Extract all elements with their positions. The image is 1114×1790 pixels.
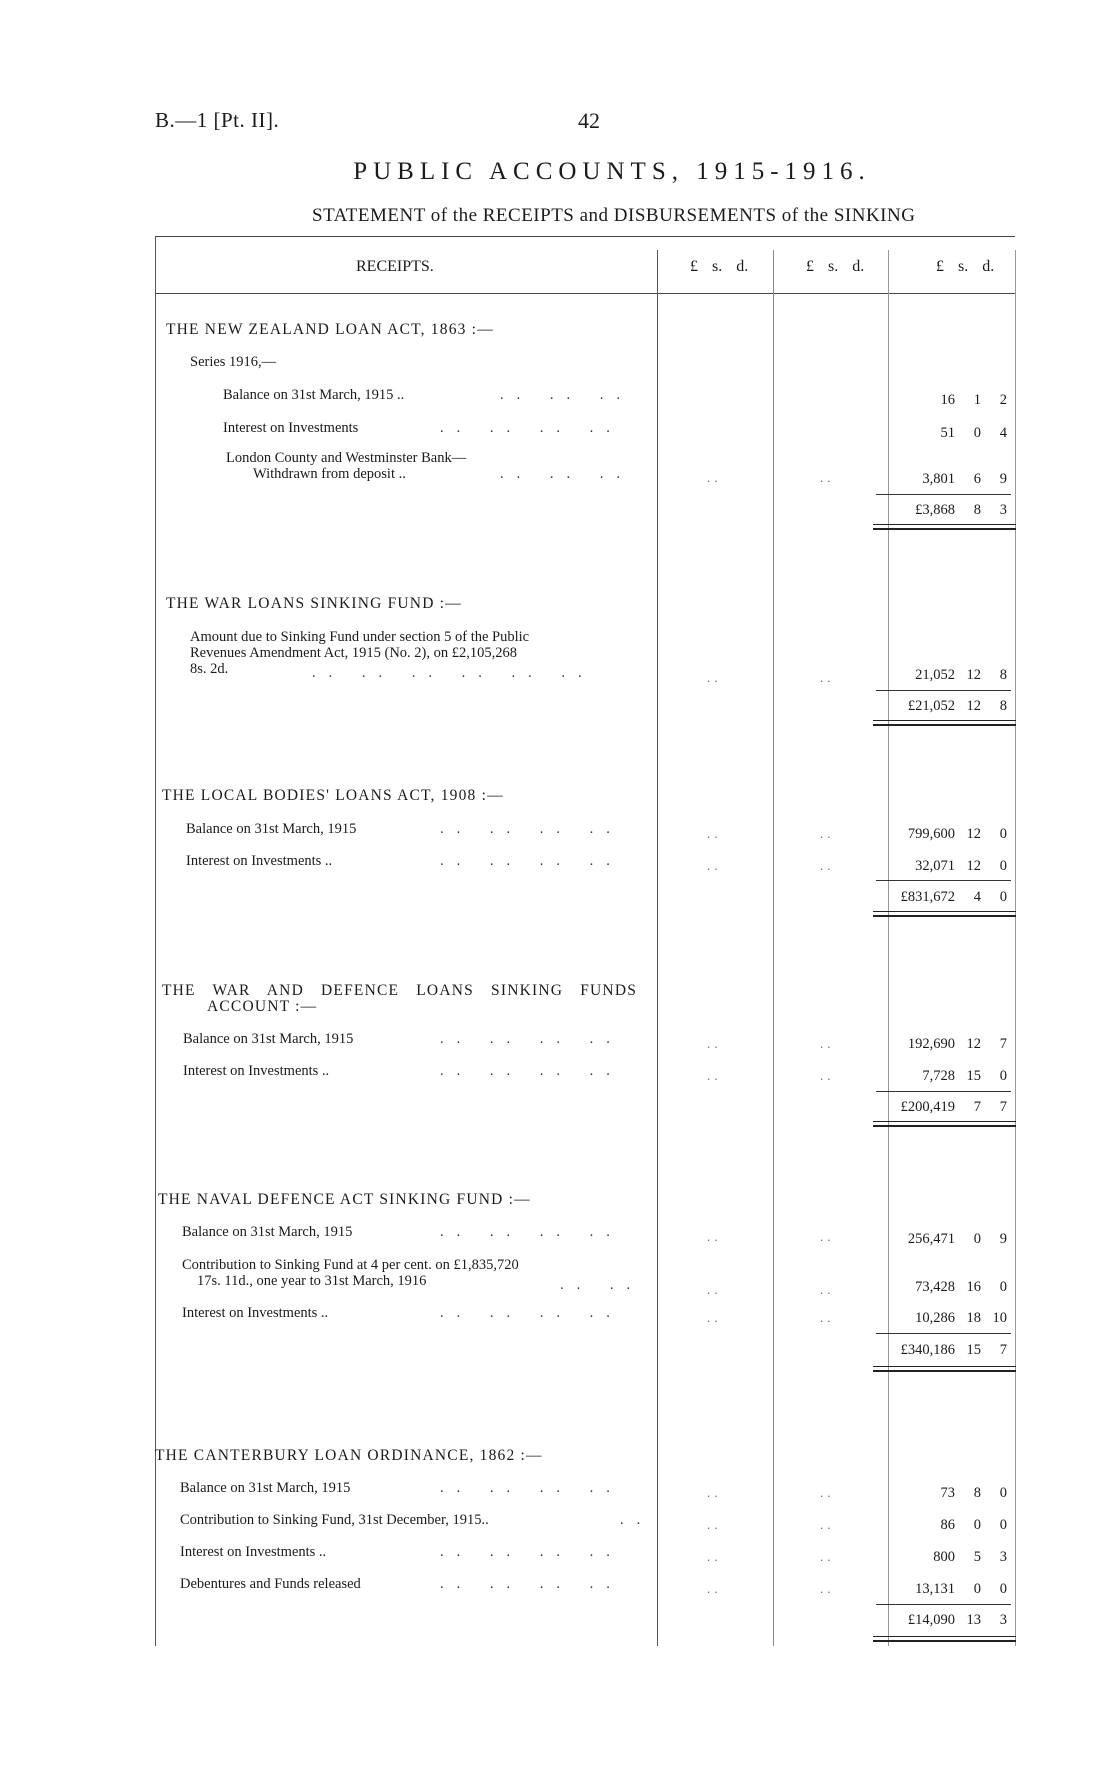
column-header-2: £ s. d. bbox=[806, 258, 865, 275]
subtotal-rule bbox=[876, 690, 1011, 691]
section-title: THE LOCAL BODIES' LOANS ACT, 1908 :— bbox=[162, 787, 504, 804]
item-label: Interest on Investments .. bbox=[182, 1305, 329, 1321]
item-label: Contribution to Sinking Fund at 4 per cent. on £1,835,720 bbox=[182, 1257, 519, 1273]
column-dots: .. bbox=[707, 1068, 722, 1083]
column-dots: .. bbox=[820, 1517, 835, 1532]
column-divider-1 bbox=[657, 250, 658, 1646]
item-label: Balance on 31st March, 1915 bbox=[180, 1480, 351, 1496]
leader-dots: .. .. .. .. bbox=[440, 853, 623, 869]
leader-dots: .. bbox=[620, 1512, 654, 1528]
item-label-continued: 8s. 2d. bbox=[190, 661, 229, 677]
amount: 86 0 0 bbox=[940, 1517, 1007, 1533]
leader-dots: .. .. .. bbox=[500, 387, 633, 403]
column-dots: .. bbox=[820, 1068, 835, 1083]
leader-dots: .. .. .. .. bbox=[440, 1305, 623, 1321]
amount: 21,052 12 8 bbox=[915, 667, 1007, 683]
column-dots: .. bbox=[707, 1581, 722, 1596]
column-divider-2 bbox=[773, 250, 774, 1646]
leader-dots: .. .. .. .. bbox=[440, 1480, 623, 1496]
amount: 3,801 6 9 bbox=[922, 471, 1007, 487]
column-dots: .. bbox=[820, 1229, 835, 1244]
column-dots: .. bbox=[707, 1517, 722, 1532]
item-label: Interest on Investments .. bbox=[186, 853, 333, 869]
column-dots: .. bbox=[707, 1036, 722, 1051]
total-double-rule bbox=[873, 911, 1016, 917]
section-title: THE WAR AND DEFENCE LOANS SINKING FUNDS bbox=[162, 982, 638, 999]
amount: 7,728 15 0 bbox=[922, 1068, 1007, 1084]
amount: 800 5 3 bbox=[933, 1549, 1007, 1565]
subtotal-rule bbox=[876, 494, 1011, 495]
column-dots: .. bbox=[820, 1282, 835, 1297]
subtotal-rule bbox=[876, 1091, 1011, 1092]
leader-dots: .. .. .. .. bbox=[440, 420, 623, 436]
statement-subtitle: STATEMENT of the RECEIPTS and DISBURSEMENTS of the SINKING bbox=[312, 205, 916, 226]
column-dots: .. bbox=[707, 858, 722, 873]
amount: 192,690 12 7 bbox=[907, 1036, 1007, 1052]
amount: 73 8 0 bbox=[940, 1485, 1007, 1501]
item-label: Balance on 31st March, 1915 bbox=[182, 1224, 353, 1240]
leader-dots: .. .. .. .. bbox=[440, 1031, 623, 1047]
column-divider-3 bbox=[888, 250, 889, 1646]
amount: 16 1 2 bbox=[940, 392, 1007, 408]
total-double-rule bbox=[873, 1121, 1016, 1127]
column-dots: .. bbox=[707, 470, 722, 485]
section-total: £3,868 8 3 bbox=[915, 502, 1007, 518]
subtotal-rule bbox=[876, 1604, 1011, 1605]
item-label: Interest on Investments .. bbox=[183, 1063, 330, 1079]
section-title: THE NEW ZEALAND LOAN ACT, 1863 :— bbox=[166, 321, 494, 338]
item-label: Balance on 31st March, 1915 bbox=[186, 821, 357, 837]
section-subtitle: Series 1916,— bbox=[190, 354, 277, 370]
item-label: London County and Westminster Bank— bbox=[226, 450, 467, 466]
section-total: £14,090 13 3 bbox=[907, 1612, 1007, 1628]
section-title: THE CANTERBURY LOAN ORDINANCE, 1862 :— bbox=[155, 1447, 543, 1464]
item-label-continued: Revenues Amendment Act, 1915 (No. 2), on £2,105,268 bbox=[190, 645, 518, 661]
leader-dots: .. .. .. .. .. .. bbox=[312, 665, 595, 681]
page-number: 42 bbox=[578, 108, 600, 133]
leader-dots: .. .. .. .. bbox=[440, 821, 623, 837]
section-total: £831,672 4 0 bbox=[900, 889, 1007, 905]
section-total: £340,186 15 7 bbox=[900, 1342, 1007, 1358]
amount: 799,600 12 0 bbox=[907, 826, 1007, 842]
column-dots: .. bbox=[820, 826, 835, 841]
column-dots: .. bbox=[820, 1549, 835, 1564]
section-title: THE WAR LOANS SINKING FUND :— bbox=[166, 595, 462, 612]
receipts-column-header: RECEIPTS. bbox=[356, 258, 434, 275]
total-double-rule bbox=[873, 720, 1016, 726]
column-dots: .. bbox=[707, 670, 722, 685]
column-dots: .. bbox=[820, 1036, 835, 1051]
item-label: Interest on Investments bbox=[223, 420, 359, 436]
section-title: THE NAVAL DEFENCE ACT SINKING FUND :— bbox=[158, 1191, 531, 1208]
column-dots: .. bbox=[820, 470, 835, 485]
amount: 256,471 0 9 bbox=[907, 1231, 1007, 1247]
table-right-border bbox=[1015, 250, 1016, 1646]
leader-dots: .. .. .. .. bbox=[440, 1224, 623, 1240]
total-double-rule bbox=[873, 524, 1016, 530]
table-top-rule bbox=[155, 236, 1015, 237]
page-title: PUBLIC ACCOUNTS, 1915-1916. bbox=[353, 158, 871, 185]
subtotal-rule bbox=[876, 1333, 1011, 1334]
column-dots: .. bbox=[707, 1282, 722, 1297]
item-label: Balance on 31st March, 1915 .. bbox=[223, 387, 405, 403]
leader-dots: .. .. .. bbox=[500, 466, 633, 482]
column-dots: .. bbox=[820, 1581, 835, 1596]
table-header-rule bbox=[155, 293, 1015, 294]
column-dots: .. bbox=[820, 1310, 835, 1325]
item-label-continued: 17s. 11d., one year to 31st March, 1916 bbox=[197, 1273, 427, 1289]
column-dots: .. bbox=[820, 670, 835, 685]
item-label: Balance on 31st March, 1915 bbox=[183, 1031, 354, 1047]
total-double-rule bbox=[873, 1366, 1016, 1372]
item-label: Interest on Investments .. bbox=[180, 1544, 327, 1560]
section-title-continued: ACCOUNT :— bbox=[207, 998, 318, 1015]
column-header-3: £ s. d. bbox=[936, 258, 995, 275]
item-label: Contribution to Sinking Fund, 31st December, 1915.. bbox=[180, 1512, 489, 1528]
column-dots: .. bbox=[707, 1310, 722, 1325]
column-header-1: £ s. d. bbox=[690, 258, 749, 275]
leader-dots: .. .. bbox=[560, 1277, 644, 1293]
column-dots: .. bbox=[707, 1485, 722, 1500]
amount: 32,071 12 0 bbox=[915, 858, 1007, 874]
total-double-rule bbox=[873, 1636, 1016, 1642]
amount: 51 0 4 bbox=[940, 425, 1007, 441]
column-dots: .. bbox=[707, 1229, 722, 1244]
leader-dots: .. .. .. .. bbox=[440, 1576, 623, 1592]
section-total: £21,052 12 8 bbox=[907, 698, 1007, 714]
table-left-border bbox=[155, 236, 156, 1646]
column-dots: .. bbox=[820, 1485, 835, 1500]
column-dots: .. bbox=[820, 858, 835, 873]
column-dots: .. bbox=[707, 1549, 722, 1564]
section-total: £200,419 7 7 bbox=[900, 1099, 1007, 1115]
leader-dots: .. .. .. .. bbox=[440, 1063, 623, 1079]
column-dots: .. bbox=[707, 826, 722, 841]
subtotal-rule bbox=[876, 880, 1011, 881]
document-reference: B.—1 [Pt. II]. bbox=[155, 108, 280, 132]
item-label-continued: Withdrawn from deposit .. bbox=[253, 466, 406, 482]
amount: 13,131 0 0 bbox=[915, 1581, 1007, 1597]
amount: 10,286 18 10 bbox=[915, 1310, 1007, 1326]
amount: 73,428 16 0 bbox=[915, 1279, 1007, 1295]
leader-dots: .. .. .. .. bbox=[440, 1544, 623, 1560]
item-label: Amount due to Sinking Fund under section 5 of the Public bbox=[190, 629, 530, 645]
item-label: Debentures and Funds released bbox=[180, 1576, 361, 1592]
